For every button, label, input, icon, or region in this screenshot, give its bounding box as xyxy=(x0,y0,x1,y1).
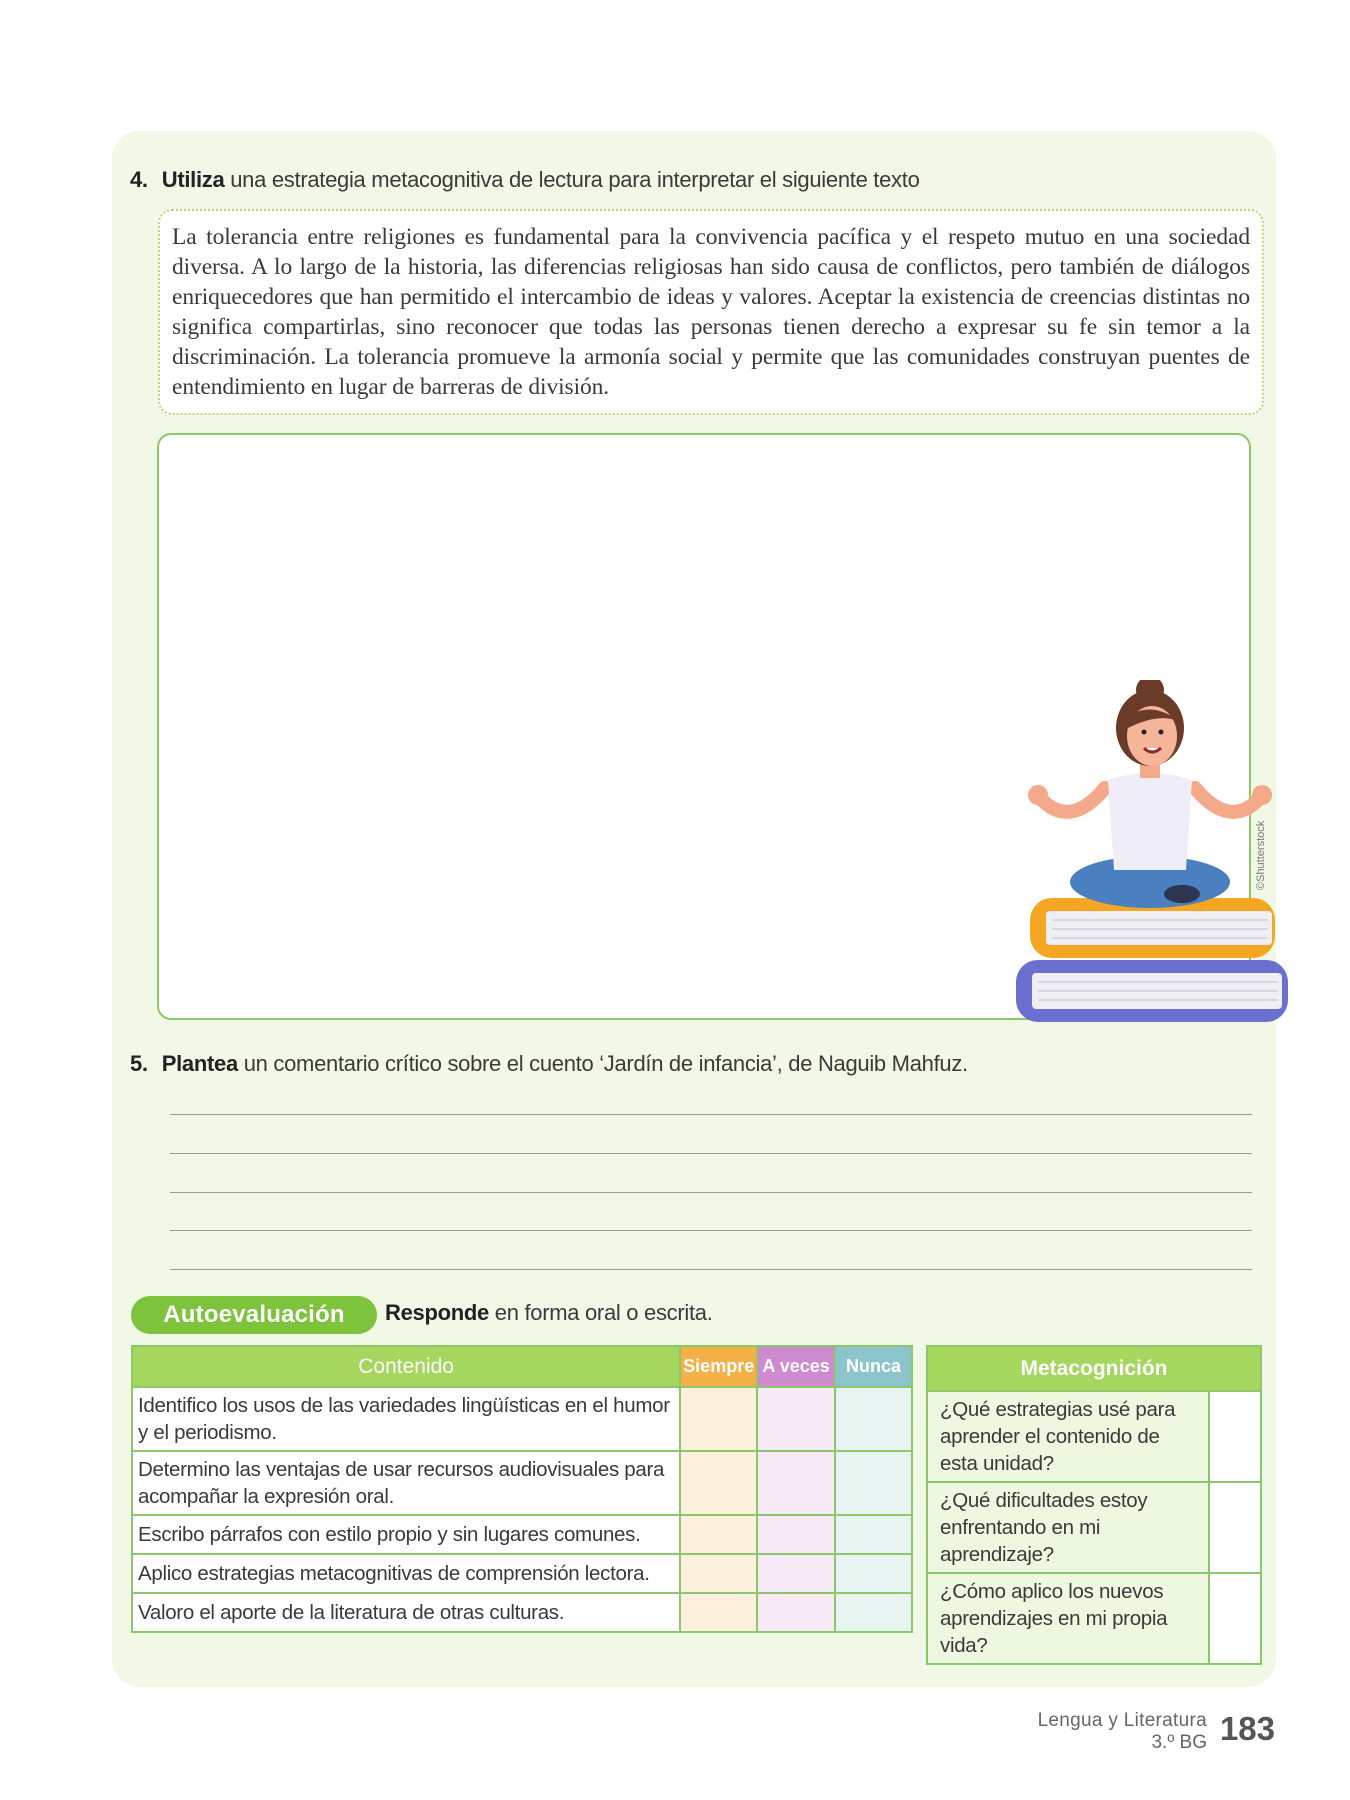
table-row xyxy=(132,1593,912,1632)
metacognition-answer-cell[interactable] xyxy=(1209,1391,1261,1482)
image-credit: ©Shutterstock xyxy=(1255,820,1267,890)
instruction-verb: Responde xyxy=(385,1300,489,1325)
content-cell: Identifico los usos de las variedades lingüísticas en el humor y el periodismo. xyxy=(132,1387,680,1451)
content-cell: Determino las ventajas de usar recursos audiovisuales para acompañar la expresión oral. xyxy=(132,1451,680,1515)
table-row xyxy=(132,1515,912,1554)
a-veces-checkbox-cell[interactable] xyxy=(757,1515,835,1554)
header-metacognicion: Metacognición xyxy=(927,1346,1261,1391)
self-evaluation-table xyxy=(131,1345,913,1633)
table-row xyxy=(132,1554,912,1593)
nunca-checkbox-cell[interactable] xyxy=(835,1593,912,1632)
instruction-text: en forma oral o escrita. xyxy=(488,1300,713,1325)
autoevaluacion-instruction xyxy=(385,1300,713,1326)
content-cell: Aplico estrategias metacognitivas de comprensión lectora. xyxy=(132,1554,680,1593)
header-nunca: Nunca xyxy=(835,1346,912,1387)
answer-line-1[interactable] xyxy=(170,1114,1252,1115)
content-cell: Escribo párrafos con estilo propio y sin lugares comunes. xyxy=(132,1515,680,1554)
answer-line-2[interactable] xyxy=(170,1153,1252,1154)
page-footer xyxy=(1015,1710,1275,1760)
siempre-checkbox-cell[interactable] xyxy=(680,1554,757,1593)
table-row xyxy=(927,1573,1261,1664)
table-row xyxy=(132,1451,912,1515)
question-number: 5. xyxy=(130,1051,148,1076)
question-text: un comentario crítico sobre el cuento ‘Jardín de infancia’, de Naguib Mahfuz. xyxy=(237,1051,968,1076)
siempre-checkbox-cell[interactable] xyxy=(680,1515,757,1554)
metacognition-answer-cell[interactable] xyxy=(1209,1573,1261,1664)
nunca-checkbox-cell[interactable] xyxy=(835,1451,912,1515)
metacognition-question: ¿Qué estrategias usé para aprender el contenido de esta unidad? xyxy=(927,1391,1209,1482)
a-veces-checkbox-cell[interactable] xyxy=(757,1387,835,1451)
footer-subject: Lengua y Literatura xyxy=(1037,1710,1207,1731)
metacognition-table xyxy=(926,1345,1262,1665)
page-number: 183 xyxy=(1219,1710,1275,1747)
metacognition-question: ¿Qué dificultades estoy enfrentando en mi aprendizaje? xyxy=(927,1482,1209,1573)
table-row xyxy=(927,1391,1261,1482)
a-veces-checkbox-cell[interactable] xyxy=(757,1593,835,1632)
table-row xyxy=(927,1482,1261,1573)
a-veces-checkbox-cell[interactable] xyxy=(757,1451,835,1515)
reading-passage: La tolerancia entre religiones es fundamental para la convivencia pacífica y el respeto mutuo en una sociedad diversa. A lo largo de la historia, las diferencias religiosas han sido causa de conflictos, pero también de diálogos enriquecedores que han permitido el intercambio de ideas y valores. Aceptar la existencia de creencias distintas no significa compartirlas, sino reconocer que todas las personas tienen derecho a expresar su fe sin temor a la discriminación. La tolerancia promueve la armonía social y permite que las comunidades construyan puentes de entendimiento en lugar de barreras de división. xyxy=(172,224,1250,400)
answer-line-4[interactable] xyxy=(170,1230,1252,1231)
nunca-checkbox-cell[interactable] xyxy=(835,1387,912,1451)
question-number: 4. xyxy=(130,167,148,192)
metacognition-answer-cell[interactable] xyxy=(1209,1482,1261,1573)
table-row xyxy=(132,1387,912,1451)
autoevaluacion-badge xyxy=(131,1296,377,1334)
siempre-checkbox-cell[interactable] xyxy=(680,1387,757,1451)
table-header-row xyxy=(132,1346,912,1387)
header-siempre: Siempre xyxy=(680,1346,757,1387)
table-header-row xyxy=(927,1346,1261,1391)
header-a-veces: A veces xyxy=(757,1346,835,1387)
nunca-checkbox-cell[interactable] xyxy=(835,1554,912,1593)
nunca-checkbox-cell[interactable] xyxy=(835,1515,912,1554)
siempre-checkbox-cell[interactable] xyxy=(680,1593,757,1632)
a-veces-checkbox-cell[interactable] xyxy=(757,1554,835,1593)
question-verb: Utiliza xyxy=(161,167,225,192)
question-5-prompt xyxy=(130,1051,968,1077)
answer-line-3[interactable] xyxy=(170,1192,1252,1193)
footer-grade: 3.º BG xyxy=(1151,1732,1207,1753)
question-verb: Plantea xyxy=(161,1051,238,1076)
metacognition-question: ¿Cómo aplico los nuevos aprendizajes en mi propia vida? xyxy=(927,1573,1209,1664)
answer-line-5[interactable] xyxy=(170,1269,1252,1270)
question-4-prompt xyxy=(130,167,920,193)
reading-passage-box xyxy=(158,209,1264,415)
siempre-checkbox-cell[interactable] xyxy=(680,1451,757,1515)
question-text: una estrategia metacognitiva de lectura para interpretar el siguiente texto xyxy=(224,167,920,192)
header-contenido: Contenido xyxy=(132,1346,680,1387)
autoevaluacion-label: Autoevaluación xyxy=(163,1301,345,1328)
content-cell: Valoro el aporte de la literatura de otras culturas. xyxy=(132,1593,680,1632)
